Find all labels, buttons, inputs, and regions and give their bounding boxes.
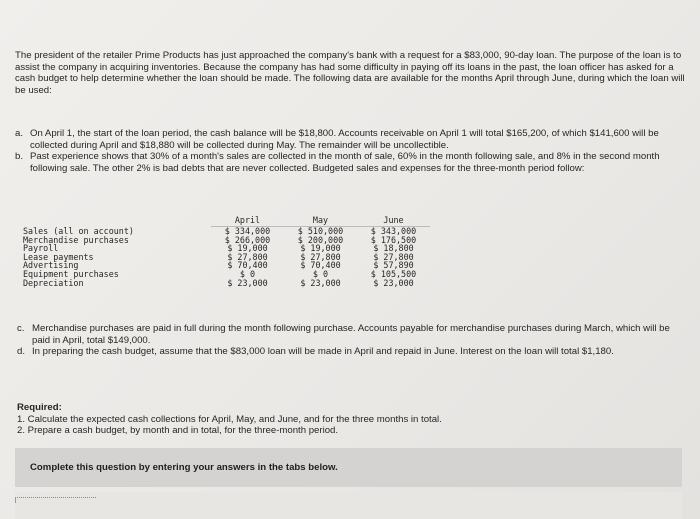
list-item-a: [15, 128, 691, 151]
data-list-ab: [15, 128, 691, 174]
list-item-c: [17, 323, 687, 346]
cell-may: $ 27,800: [300, 251, 341, 262]
cell-june: $ 105,500: [370, 268, 417, 279]
list-label-b: b.: [15, 151, 24, 163]
list-text-c: Merchandise purchases are paid in full during the month following purchase. Accounts payable for merchandise purchases during March, which will be paid in April, total $149,000.: [32, 323, 670, 346]
row-label: Lease payments: [23, 251, 94, 262]
instruction-text: Complete this question by entering your answers in the tabs below.: [30, 462, 338, 473]
list-text-a: On April 1, the start of the loan period, the cash balance will be $18,800. Accounts receivable on April 1 will total $165,200, of which $141,600 will be collected during April and $18,880 will be collected during May. The remainder will be uncollectible.: [30, 128, 659, 151]
cell-april: $ 334,000: [224, 226, 271, 236]
budget-table: [23, 216, 430, 287]
required-item-2: 2. Prepare a cash budget, by month and in total, for the three-month period.: [17, 425, 339, 437]
row-label: Equipment purchases: [23, 268, 119, 279]
data-list-cd: [17, 323, 687, 358]
required-section: [17, 402, 687, 437]
cell-may: $ 200,000: [297, 234, 344, 245]
row-label: Payroll: [23, 243, 59, 254]
required-title: Required:: [17, 402, 62, 413]
list-item-b: [15, 151, 691, 174]
cell-june: $ 176,500: [370, 234, 417, 245]
required-item-1: 1. Calculate the expected cash collections for April, May, and June, and for the three months in total.: [17, 413, 442, 425]
list-label-a: a.: [15, 128, 24, 139]
answer-tabs-strip: [15, 492, 682, 519]
instruction-banner: [15, 448, 682, 487]
cell-june: $ 27,800: [373, 251, 414, 262]
cell-april: $ 19,000: [227, 243, 268, 254]
cell-may: $ 23,000: [300, 277, 341, 288]
cell-april: $ 0: [239, 268, 256, 279]
row-label: Sales (all on account): [23, 225, 134, 236]
cell-june: $ 18,800: [373, 243, 414, 254]
cell-june: $ 23,000: [373, 277, 414, 288]
cell-april: $ 266,000: [224, 234, 271, 245]
table-header-row: [23, 216, 430, 227]
table-row: [23, 279, 430, 288]
list-label-d: d.: [17, 346, 26, 358]
cell-may: $ 510,000: [297, 226, 344, 236]
cell-june: $ 57,890: [373, 260, 414, 271]
cell-may: $ 19,000: [300, 243, 341, 254]
cell-april: $ 27,800: [227, 251, 268, 262]
list-item-d: [17, 346, 687, 358]
cell-may: $ 70,400: [300, 260, 341, 271]
intro-paragraph: The president of the retailer Prime Products has just approached the company's bank with a request for a $83,000, 90-day loan. The purpose of the loan is to assist the company in acquiring inventories. Because the company has had some difficulty in paying off its loans in the past, the loan officer has asked for a cash budget to help determine whether the loan should be made. The following data are available for the months April through June, during which the loan will be used:: [15, 50, 685, 96]
row-label: Merchandise purchases: [23, 234, 129, 245]
list-text-b: Past experience shows that 30% of a month's sales are collected in the month of sale, 60% in the month following sale, and 8% in the second month following sale. The other 2% is bad debts that are never collected. Budgeted sales and expenses for the three-month period follow:: [30, 151, 660, 174]
header-blank: [23, 216, 211, 227]
row-label: Advertising: [23, 260, 79, 271]
header-april: April: [211, 216, 284, 227]
list-label-c: c.: [17, 323, 25, 334]
header-june: June: [357, 216, 430, 227]
header-may: May: [284, 216, 357, 227]
cell-april: $ 70,400: [227, 260, 268, 271]
list-text-d: In preparing the cash budget, assume that the $83,000 loan will be made in April and repaid in June. Interest on the loan will total $1,180.: [32, 346, 614, 358]
cell-june: $ 343,000: [370, 226, 417, 236]
cell-april: $ 23,000: [227, 277, 268, 288]
cell-may: $ 0: [312, 268, 329, 279]
row-label: Depreciation: [23, 277, 84, 288]
answer-tab[interactable]: [15, 497, 96, 503]
